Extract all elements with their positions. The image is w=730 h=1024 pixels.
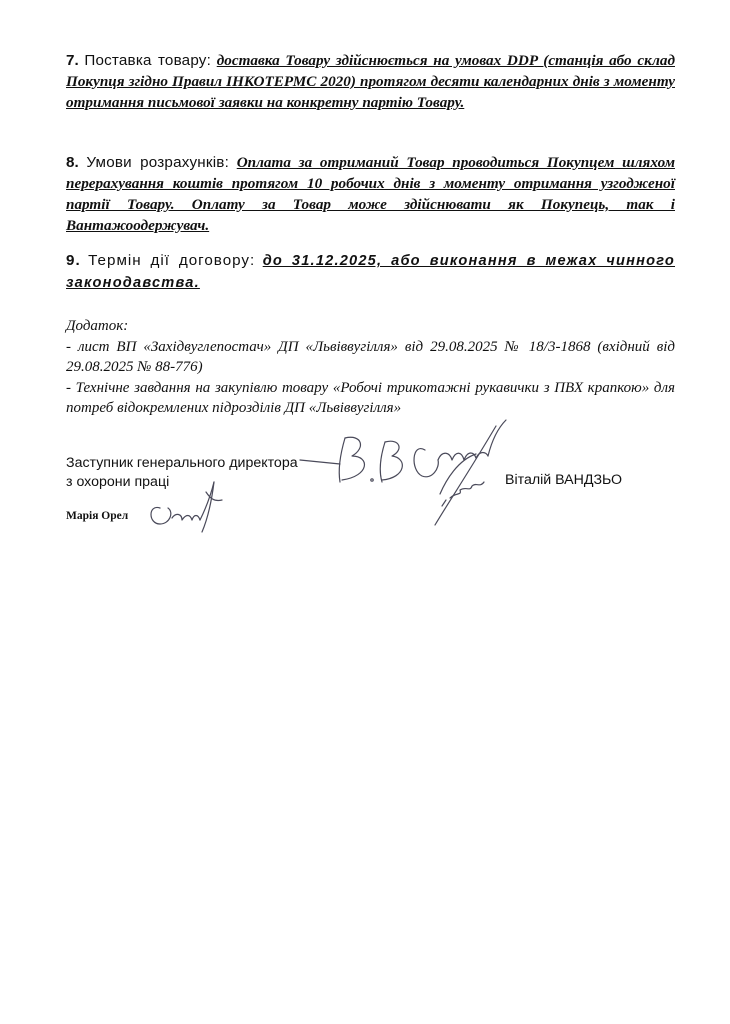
position-line: Заступник генерального директора	[66, 455, 298, 471]
clause-payment-terms	[66, 152, 675, 236]
annex-item-letter: - лист ВП «Західвуглепостач» ДП «Львіввугілля» від 29.08.2025 № 18/3-1868 (вхідний від 29.08.2025 № 88-776)	[66, 338, 675, 375]
clause-contract-term	[66, 250, 675, 294]
clause-number: 7.	[66, 52, 79, 69]
clause-text: до 31.12.2025, або виконання в межах чинного законодавства.	[66, 253, 676, 291]
clause-heading: Термін дії договору:	[88, 252, 256, 269]
director-signature	[300, 420, 510, 530]
signatory-name: Віталій ВАНДЗЬО	[505, 472, 623, 488]
executor-name: Марія Орел	[66, 510, 129, 522]
clause-text: доставка Товару здійснюється на умовах DDP (станція або склад Покупця згідно Правил ІНКОТЕРМС 2020) протягом десяти календарних днів з моменту отримання письмової заявки на конкретну партію Товару.	[66, 52, 675, 111]
annex-item-spec: - Технічне завдання на закупівлю товару «Робочі трикотажні рукавички з ПВХ крапкою» для потреб відокремлених підрозділів ДП «Львіввугілля»	[66, 379, 675, 416]
annex-section	[66, 316, 675, 419]
clause-number: 9.	[66, 252, 81, 269]
annex-title: Додаток:	[66, 318, 129, 334]
position-line: з охорони праці	[66, 474, 170, 490]
clause-delivery	[66, 50, 675, 113]
executor-signature	[142, 478, 232, 533]
clause-number: 8.	[66, 154, 79, 171]
clause-text: Оплата за отриманий Товар проводиться Покупцем шляхом перерахування коштів протягом 10 робочих днів з моменту отримання узгодженої партії Товару. Оплату за Товар може здійснювати як Покупець, так і Вантажоодержувач.	[66, 154, 676, 234]
clause-heading: Поставка товару:	[84, 52, 212, 69]
clause-heading: Умови розрахунків:	[86, 154, 229, 171]
